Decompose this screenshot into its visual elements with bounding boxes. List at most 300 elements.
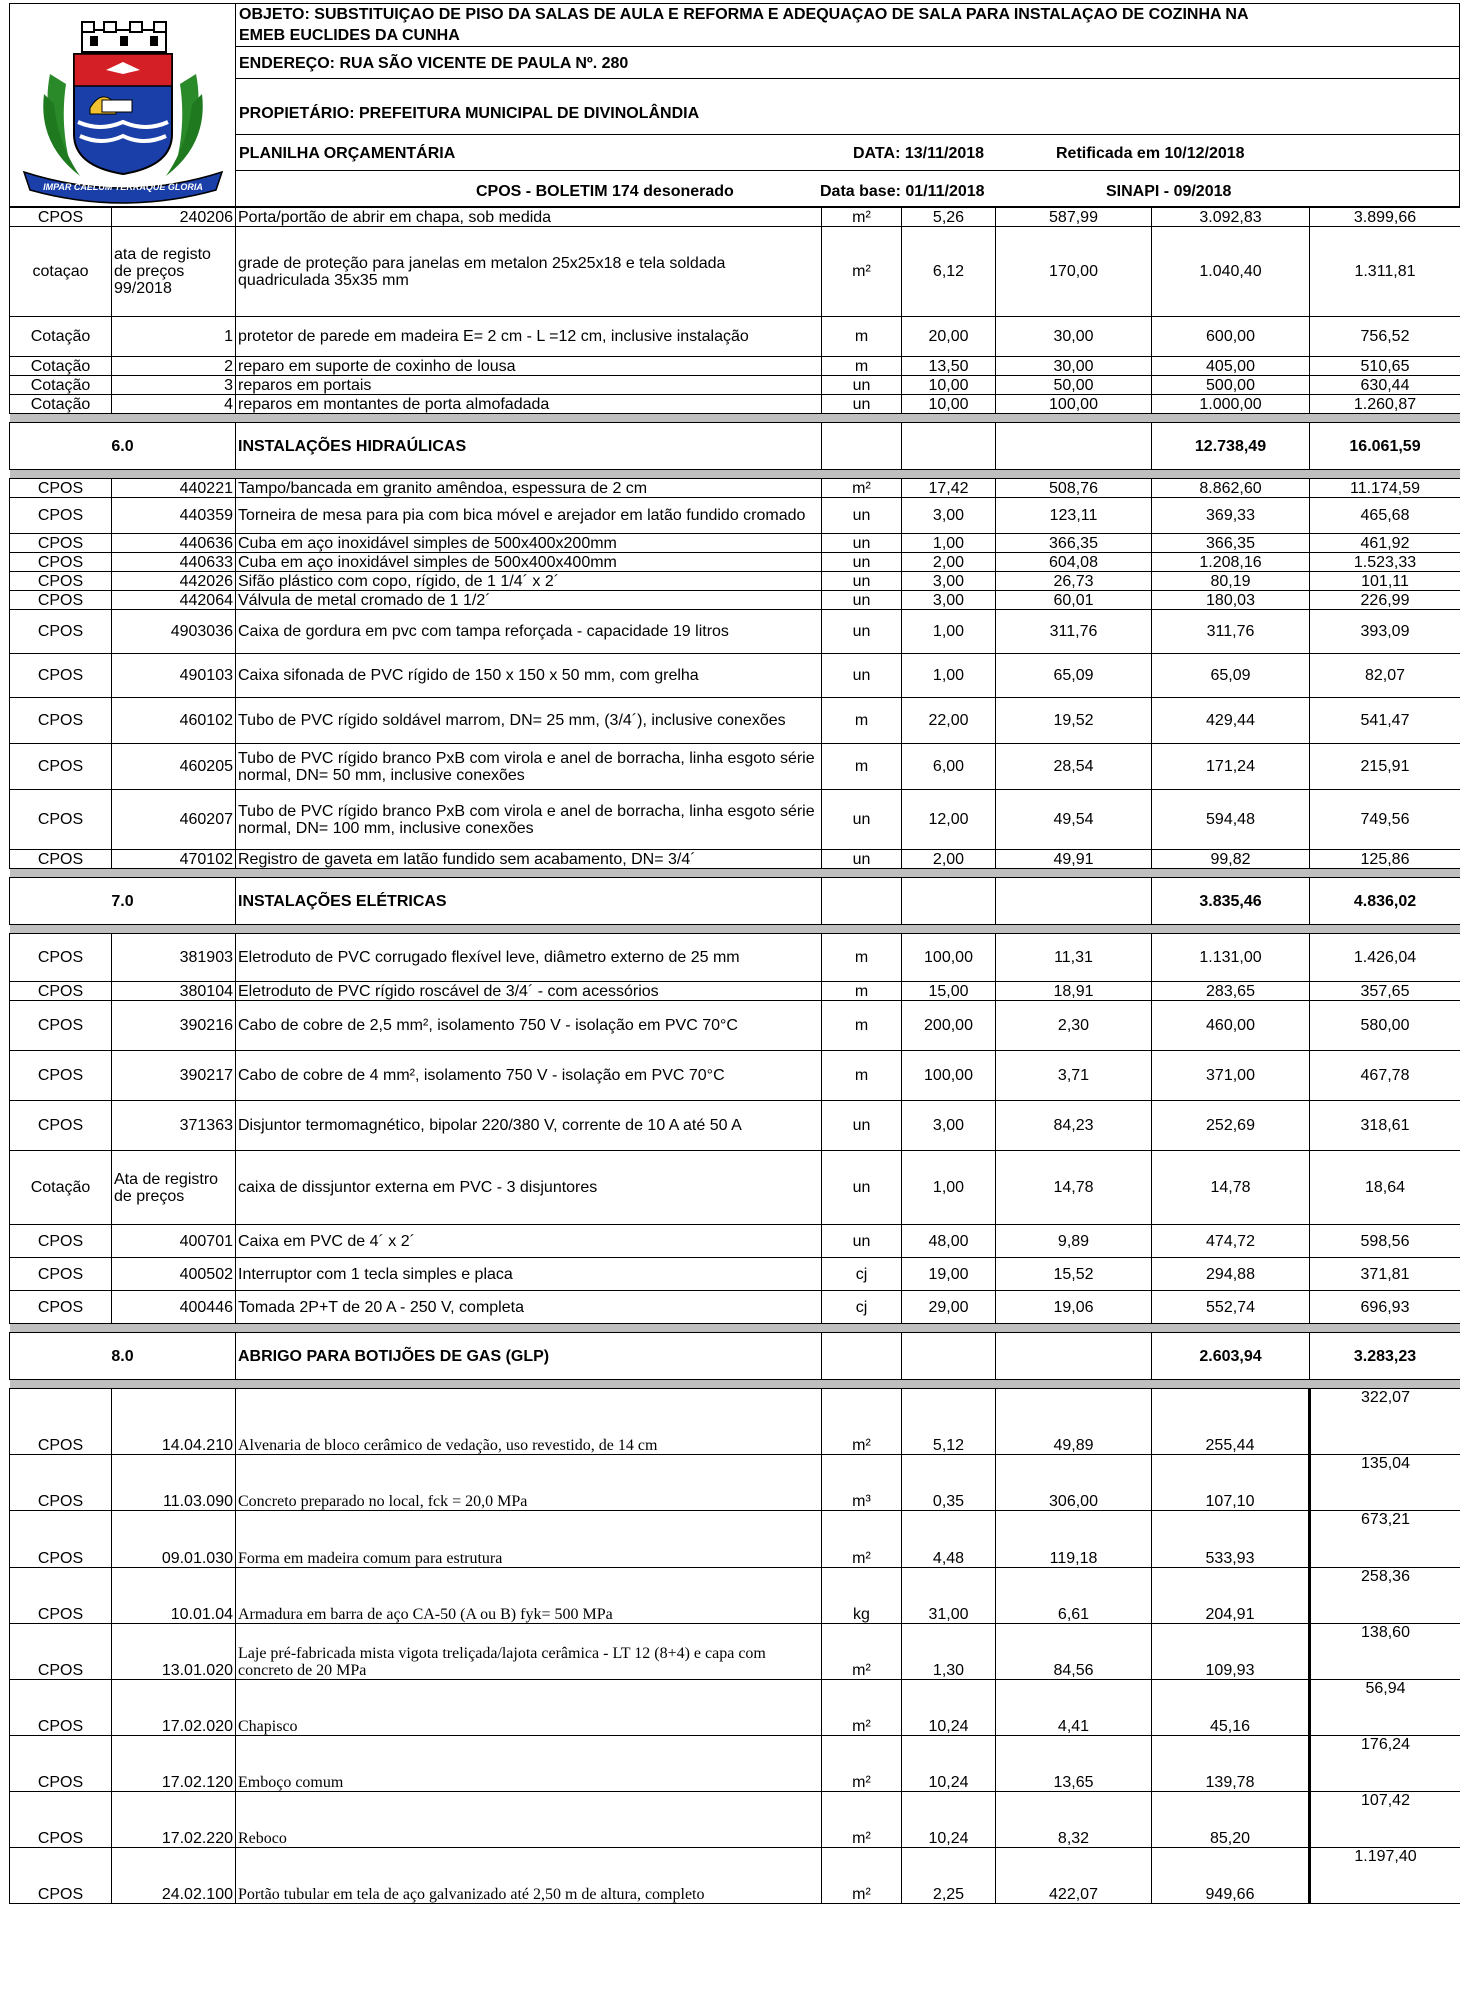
total-cell: 405,00 [1152,357,1310,376]
source-cell: CPOS [10,1568,112,1624]
table-row [10,1848,1460,1904]
description-cell: Alvenaria de bloco cerâmico de vedação, uso revestido, de 14 cm [236,1389,822,1455]
table-row [10,395,1460,414]
unit-cell: m² [822,1848,902,1904]
empty-cell [996,1333,1152,1380]
header-block [9,3,1460,207]
source-cell: CPOS [10,1051,112,1101]
table-row [10,1624,1460,1680]
total-bdi-cell: 18,64 [1310,1151,1460,1225]
unit-price-cell: 2,30 [996,1001,1152,1051]
source-cell: CPOS [10,744,112,790]
description-cell: Cabo de cobre de 4 mm², isolamento 750 V - isolação em PVC 70°C [236,1051,822,1101]
table-row [10,553,1460,572]
total-bdi-cell: 176,24 [1310,1736,1460,1792]
budget-table [9,207,1460,1904]
total-cell: 171,24 [1152,744,1310,790]
unit-price-cell: 30,00 [996,357,1152,376]
crest-motto: IMPAR CAELUM TERRAQUE GLORIA [43,182,203,192]
unit-price-cell: 84,23 [996,1101,1152,1151]
description-cell: reparos em montantes de porta almofadada [236,395,822,414]
header-planilha [235,134,1460,171]
unit-cell: kg [822,1568,902,1624]
municipal-crest [9,3,235,207]
unit-price-cell: 13,65 [996,1736,1152,1792]
empty-cell [902,878,996,925]
section-header-row [10,878,1460,925]
description-cell: Portão tubular em tela de aço galvanizado até 2,50 m de altura, completo [236,1848,822,1904]
code-cell: 11.03.090 [112,1455,236,1511]
data-text: DATA: 13/11/2018 [853,145,985,162]
description-cell: Cabo de cobre de 2,5 mm², isolamento 750 V - isolação em PVC 70°C [236,1001,822,1051]
code-cell: 490103 [112,654,236,698]
unit-cell: m² [822,1680,902,1736]
source-cell: CPOS [10,982,112,1001]
source-cell: Cotação [10,357,112,376]
total-cell: 460,00 [1152,1001,1310,1051]
code-cell: 442026 [112,572,236,591]
unit-cell: un [822,572,902,591]
code-cell: 400502 [112,1258,236,1291]
description-cell: Registro de gaveta em latão fundido sem acabamento, DN= 3/4´ [236,850,822,869]
source-cell: Cotação [10,1151,112,1225]
retificada-text: Retificada em 10/12/2018 [1056,145,1245,162]
source-cell: CPOS [10,610,112,654]
boletim-text: CPOS - BOLETIM 174 desonerado [476,183,734,200]
separator-bar [10,1380,1460,1389]
unit-cell: un [822,1101,902,1151]
unit-cell: m [822,982,902,1001]
total-cell: 600,00 [1152,317,1310,357]
source-cell: CPOS [10,479,112,498]
unit-cell: m [822,1001,902,1051]
table-row [10,698,1460,744]
total-cell: 252,69 [1152,1101,1310,1151]
source-cell: CPOS [10,1291,112,1324]
description-cell: Torneira de mesa para pia com bica móvel e arejador em latão fundido cromado [236,498,822,534]
separator-bar [10,869,1460,878]
empty-cell [902,1333,996,1380]
total-cell: 107,10 [1152,1455,1310,1511]
total-bdi-cell: 541,47 [1310,698,1460,744]
unit-price-cell: 28,54 [996,744,1152,790]
unit-cell: m² [822,227,902,317]
table-row [10,982,1460,1001]
total-bdi-cell: 749,56 [1310,790,1460,850]
source-cell: CPOS [10,654,112,698]
unit-price-cell: 15,52 [996,1258,1152,1291]
table-row [10,1568,1460,1624]
unit-price-cell: 4,41 [996,1680,1152,1736]
description-cell: reparo em suporte de coxinho de lousa [236,357,822,376]
code-cell: 390216 [112,1001,236,1051]
unit-cell: m² [822,1792,902,1848]
empty-cell [996,423,1152,470]
description-cell: caixa de dissjuntor externa em PVC - 3 disjuntores [236,1151,822,1225]
total-cell: 369,33 [1152,498,1310,534]
objeto-text: OBJETO: SUBSTITUIÇAO DE PISO DA SALAS DE AULA E REFORMA E ADEQUAÇAO DE SALA PARA INSTALAÇAO DE COZINHA NA [239,6,1249,23]
description-cell: Cuba em aço inoxidável simples de 500x400x400mm [236,553,822,572]
description-cell: Porta/portão de abrir em chapa, sob medida [236,208,822,227]
header-proprietario [235,78,1460,135]
table-row [10,227,1460,317]
unit-cell: m [822,934,902,982]
total-bdi-cell: 138,60 [1310,1624,1460,1680]
section-title: INSTALAÇÕES ELÉTRICAS [236,878,822,925]
code-cell: 380104 [112,982,236,1001]
total-cell: 139,78 [1152,1736,1310,1792]
separator-bar [10,925,1460,934]
total-cell: 99,82 [1152,850,1310,869]
unit-price-cell: 170,00 [996,227,1152,317]
unit-cell: m² [822,479,902,498]
total-bdi-cell: 461,92 [1310,534,1460,553]
code-cell: 24.02.100 [112,1848,236,1904]
total-cell: 594,48 [1152,790,1310,850]
table-row [10,591,1460,610]
source-cell: CPOS [10,572,112,591]
description-cell: Disjuntor termomagnético, bipolar 220/380 V, corrente de 10 A até 50 A [236,1101,822,1151]
section-total-bdi: 4.836,02 [1310,878,1460,925]
unit-cell: un [822,498,902,534]
unit-price-cell: 26,73 [996,572,1152,591]
description-cell: Chapisco [236,1680,822,1736]
unit-price-cell: 50,00 [996,376,1152,395]
source-cell: CPOS [10,208,112,227]
description-cell: Armadura em barra de aço CA-50 (A ou B) fyk= 500 MPa [236,1568,822,1624]
budget-sheet [9,3,1460,1904]
description-cell: Forma em madeira comum para estrutura [236,1511,822,1568]
table-row [10,208,1460,227]
total-bdi-cell: 3.899,66 [1310,208,1460,227]
total-cell: 109,93 [1152,1624,1310,1680]
section-title: ABRIGO PARA BOTIJÕES DE GAS (GLP) [236,1333,822,1380]
total-bdi-cell: 135,04 [1310,1455,1460,1511]
source-cell: CPOS [10,1455,112,1511]
code-cell: 17.02.020 [112,1680,236,1736]
total-bdi-cell: 107,42 [1310,1792,1460,1848]
quantity-cell: 3,00 [902,591,996,610]
section-separator [10,414,1460,423]
unit-cell: m³ [822,1455,902,1511]
unit-cell: cj [822,1291,902,1324]
total-cell: 255,44 [1152,1389,1310,1455]
header-objeto [235,3,1460,47]
total-cell: 311,76 [1152,610,1310,654]
source-cell: CPOS [10,1848,112,1904]
table-row [10,1001,1460,1051]
code-cell: 440636 [112,534,236,553]
table-row [10,1680,1460,1736]
source-cell: CPOS [10,1225,112,1258]
unit-cell: un [822,850,902,869]
table-row [10,654,1460,698]
unit-cell: un [822,1151,902,1225]
unit-cell: un [822,376,902,395]
total-bdi-cell: 1.197,40 [1310,1848,1460,1904]
unit-cell: m² [822,1736,902,1792]
unit-price-cell: 119,18 [996,1511,1152,1568]
description-cell: Caixa sifonada de PVC rígido de 150 x 150 x 50 mm, com grelha [236,654,822,698]
table-row [10,317,1460,357]
quantity-cell: 5,12 [902,1389,996,1455]
unit-cell: un [822,654,902,698]
quantity-cell: 1,00 [902,654,996,698]
unit-price-cell: 49,89 [996,1389,1152,1455]
quantity-cell: 3,00 [902,1101,996,1151]
total-cell: 8.862,60 [1152,479,1310,498]
quantity-cell: 5,26 [902,208,996,227]
code-cell: 1 [112,317,236,357]
table-row [10,1736,1460,1792]
unit-cell: m [822,317,902,357]
code-cell: 10.01.04 [112,1568,236,1624]
description-cell: Cuba em aço inoxidável simples de 500x400x200mm [236,534,822,553]
section-number: 7.0 [10,878,236,925]
header-endereco [235,46,1460,79]
total-bdi-cell: 393,09 [1310,610,1460,654]
table-row [10,790,1460,850]
source-cell: CPOS [10,790,112,850]
separator-bar [10,470,1460,479]
total-cell: 1.131,00 [1152,934,1310,982]
description-cell: Tubo de PVC rígido soldável marrom, DN= 25 mm, (3/4´), inclusive conexões [236,698,822,744]
section-total-bdi: 16.061,59 [1310,423,1460,470]
unit-cell: m² [822,208,902,227]
section-total-bdi: 3.283,23 [1310,1333,1460,1380]
total-bdi-cell: 215,91 [1310,744,1460,790]
section-separator [10,470,1460,479]
unit-price-cell: 508,76 [996,479,1152,498]
quantity-cell: 1,00 [902,534,996,553]
total-cell: 366,35 [1152,534,1310,553]
database-text: Data base: 01/11/2018 [820,183,985,200]
unit-price-cell: 60,01 [996,591,1152,610]
unit-price-cell: 366,35 [996,534,1152,553]
description-cell: Válvula de metal cromado de 1 1/2´ [236,591,822,610]
total-cell: 65,09 [1152,654,1310,698]
description-cell: Caixa em PVC de 4´ x 2´ [236,1225,822,1258]
unit-cell: un [822,591,902,610]
total-bdi-cell: 101,11 [1310,572,1460,591]
code-cell: 4 [112,395,236,414]
unit-price-cell: 587,99 [996,208,1152,227]
source-cell: CPOS [10,698,112,744]
section-separator [10,869,1460,878]
section-separator [10,1380,1460,1389]
unit-cell: m [822,357,902,376]
table-row [10,1389,1460,1455]
table-row [10,1455,1460,1511]
source-cell: CPOS [10,1736,112,1792]
quantity-cell: 31,00 [902,1568,996,1624]
unit-price-cell: 422,07 [996,1848,1152,1904]
quantity-cell: 10,24 [902,1792,996,1848]
unit-price-cell: 14,78 [996,1151,1152,1225]
total-cell: 180,03 [1152,591,1310,610]
table-row [10,1291,1460,1324]
unit-price-cell: 306,00 [996,1455,1152,1511]
unit-cell: m [822,1051,902,1101]
table-row [10,1258,1460,1291]
source-cell: CPOS [10,1389,112,1455]
unit-price-cell: 100,00 [996,395,1152,414]
code-cell: 460205 [112,744,236,790]
total-cell: 3.092,83 [1152,208,1310,227]
code-cell: 440359 [112,498,236,534]
total-bdi-cell: 56,94 [1310,1680,1460,1736]
code-cell: 17.02.120 [112,1736,236,1792]
empty-cell [996,878,1152,925]
quantity-cell: 100,00 [902,1051,996,1101]
table-row [10,1792,1460,1848]
empty-cell [902,423,996,470]
unit-cell: m [822,744,902,790]
total-cell: 949,66 [1152,1848,1310,1904]
table-row [10,498,1460,534]
description-cell: protetor de parede em madeira E= 2 cm - L =12 cm, inclusive instalação [236,317,822,357]
quantity-cell: 2,25 [902,1848,996,1904]
total-bdi-cell: 1.260,87 [1310,395,1460,414]
source-cell: CPOS [10,1511,112,1568]
quantity-cell: 1,30 [902,1624,996,1680]
code-cell: 460102 [112,698,236,744]
code-cell: 14.04.210 [112,1389,236,1455]
total-cell: 80,19 [1152,572,1310,591]
total-bdi-cell: 467,78 [1310,1051,1460,1101]
source-cell: CPOS [10,1001,112,1051]
code-cell: 3 [112,376,236,395]
code-cell: 400446 [112,1291,236,1324]
table-row [10,1101,1460,1151]
unit-cell: un [822,553,902,572]
description-cell: Interruptor com 1 tecla simples e placa [236,1258,822,1291]
code-cell: 371363 [112,1101,236,1151]
section-number: 8.0 [10,1333,236,1380]
description-cell: reparos em portais [236,376,822,395]
total-cell: 533,93 [1152,1511,1310,1568]
table-row [10,1051,1460,1101]
total-cell: 283,65 [1152,982,1310,1001]
table-row [10,479,1460,498]
total-cell: 85,20 [1152,1792,1310,1848]
description-cell: Reboco [236,1792,822,1848]
description-cell: Caixa de gordura em pvc com tampa reforçada - capacidade 19 litros [236,610,822,654]
quantity-cell: 3,00 [902,498,996,534]
unit-price-cell: 19,06 [996,1291,1152,1324]
code-cell: 440221 [112,479,236,498]
description-cell: Sifão plástico com copo, rígido, de 1 1/4´ x 2´ [236,572,822,591]
code-cell: Ata de registro de preços [112,1151,236,1225]
quantity-cell: 2,00 [902,850,996,869]
description-cell: Eletroduto de PVC rígido roscável de 3/4´ - com acessórios [236,982,822,1001]
unit-price-cell: 65,09 [996,654,1152,698]
code-cell: 381903 [112,934,236,982]
table-row [10,744,1460,790]
source-cell: CPOS [10,1792,112,1848]
quantity-cell: 19,00 [902,1258,996,1291]
total-bdi-cell: 11.174,59 [1310,479,1460,498]
section-header-row [10,1333,1460,1380]
quantity-cell: 10,24 [902,1680,996,1736]
header-boletim [235,170,1460,207]
total-cell: 552,74 [1152,1291,1310,1324]
total-cell: 45,16 [1152,1680,1310,1736]
empty-cell [822,1333,902,1380]
description-cell: Tubo de PVC rígido branco PxB com virola e anel de borracha, linha esgoto série normal, DN= 50 mm, inclusive conexões [236,744,822,790]
code-cell: 13.01.020 [112,1624,236,1680]
source-cell: CPOS [10,591,112,610]
table-row [10,357,1460,376]
code-cell: ata de registo de preços 99/2018 [112,227,236,317]
description-cell: Laje pré-fabricada mista vigota treliçada/lajota cerâmica - LT 12 (8+4) e capa com concreto de 20 MPa [236,1624,822,1680]
description-cell: Emboço comum [236,1736,822,1792]
code-cell: 442064 [112,591,236,610]
section-total: 12.738,49 [1152,423,1310,470]
unit-cell: un [822,395,902,414]
code-cell: 09.01.030 [112,1511,236,1568]
table-row [10,610,1460,654]
quantity-cell: 15,00 [902,982,996,1001]
total-bdi-cell: 318,61 [1310,1101,1460,1151]
description-cell: Tubo de PVC rígido branco PxB com virola e anel de borracha, linha esgoto série normal, DN= 100 mm, inclusive conexões [236,790,822,850]
total-bdi-cell: 125,86 [1310,850,1460,869]
unit-price-cell: 49,54 [996,790,1152,850]
total-bdi-cell: 322,07 [1310,1389,1460,1455]
source-cell: CPOS [10,1624,112,1680]
section-total: 3.835,46 [1152,878,1310,925]
unit-cell: m² [822,1389,902,1455]
total-bdi-cell: 465,68 [1310,498,1460,534]
total-bdi-cell: 357,65 [1310,982,1460,1001]
unit-price-cell: 18,91 [996,982,1152,1001]
quantity-cell: 12,00 [902,790,996,850]
total-bdi-cell: 82,07 [1310,654,1460,698]
total-bdi-cell: 673,21 [1310,1511,1460,1568]
code-cell: 460207 [112,790,236,850]
description-cell: Concreto preparado no local, fck = 20,0 MPa [236,1455,822,1511]
quantity-cell: 4,48 [902,1511,996,1568]
source-cell: CPOS [10,1258,112,1291]
quantity-cell: 200,00 [902,1001,996,1051]
unit-cell: m [822,698,902,744]
source-cell: Cotação [10,395,112,414]
quantity-cell: 2,00 [902,553,996,572]
section-title: INSTALAÇÕES HIDRAÚLICAS [236,423,822,470]
total-cell: 429,44 [1152,698,1310,744]
unit-price-cell: 3,71 [996,1051,1152,1101]
source-cell: CPOS [10,498,112,534]
crest-icon [10,4,236,208]
unit-cell: un [822,790,902,850]
endereco-text: ENDEREÇO: RUA SÃO VICENTE DE PAULA Nº. 280 [239,55,629,72]
total-cell: 204,91 [1152,1568,1310,1624]
quantity-cell: 29,00 [902,1291,996,1324]
empty-cell [822,878,902,925]
source-cell: CPOS [10,553,112,572]
unit-cell: un [822,610,902,654]
quantity-cell: 1,00 [902,610,996,654]
total-bdi-cell: 1.311,81 [1310,227,1460,317]
unit-price-cell: 123,11 [996,498,1152,534]
unit-cell: un [822,1225,902,1258]
description-cell: Tomada 2P+T de 20 A - 250 V, completa [236,1291,822,1324]
source-cell: cotaçao [10,227,112,317]
section-total: 2.603,94 [1152,1333,1310,1380]
unit-cell: m² [822,1624,902,1680]
quantity-cell: 48,00 [902,1225,996,1258]
source-cell: CPOS [10,1101,112,1151]
